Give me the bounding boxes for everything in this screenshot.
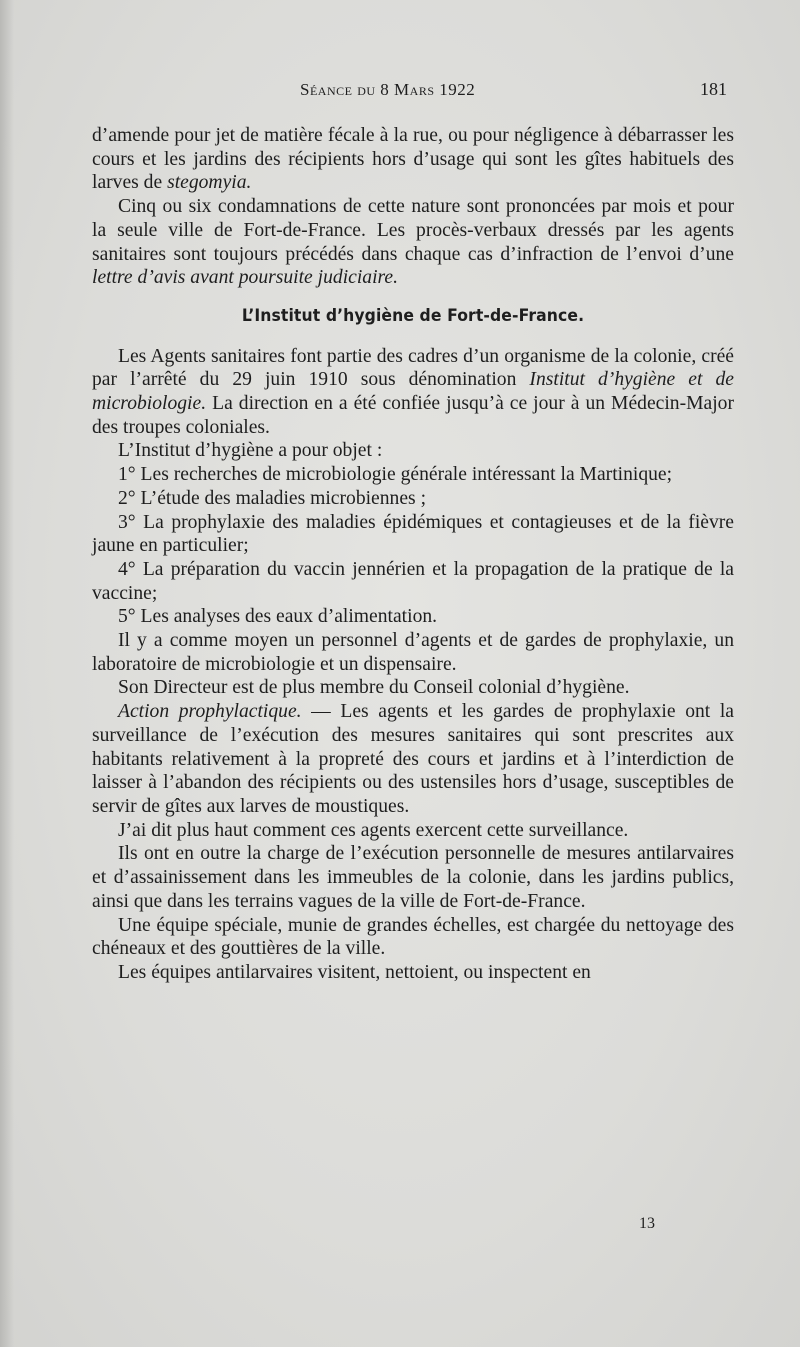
paragraph: Il y a comme moyen un personnel d’agents et de gardes de prophylaxie, un laboratoire de microbiologie et un dispensaire. bbox=[92, 630, 734, 675]
page-number: 181 bbox=[700, 79, 727, 99]
paragraph: Cinq ou six condamnations de cette nature sont prononcées par mois et pour la seule ville de Fort-de-France. Les procès-verbaux dressés par les agents sanitaires sont toujours précédés dans chaque cas d’infraction de l’envoi d’une lettre d’avis avant poursuite judiciaire. bbox=[92, 196, 734, 289]
list-item: 1° Les recherches de microbiologie générale intéressant la Martinique; bbox=[118, 464, 673, 486]
binding-shadow bbox=[0, 0, 14, 1347]
paragraph: Ils ont en outre la charge de l’exécution personnelle de mesures antilarvaires et d’assainissement dans les immeubles de la colonie, dans les jardins publics, ainsi que dans les terrains vagues de la ville de Fort-de-France. bbox=[92, 843, 734, 912]
running-head: Séance du 8 Mars 1922 bbox=[300, 80, 476, 99]
paragraph: Action prophylactique. — Les agents et les gardes de prophylaxie ont la surveillance de l’exécution des mesures sanitaires qui sont prescrites aux habitants relativement à la propreté des cours et jardins et à l’interdiction de laisser à l’abandon des récipients ou des ustensiles hors d’usage, susceptibles de servir de gîtes aux larves de moustiques. bbox=[92, 701, 734, 817]
list-item: 5° Les analyses des eaux d’alimentation. bbox=[118, 606, 438, 628]
paragraph: Les Agents sanitaires font partie des cadres d’un organisme de la colonie, créé par l’arrêté du 29 juin 1910 sous dénomination Institut d’hygiène et de microbiologie. La direction en a été confiée jusqu’à ce jour à un Médecin-Major des troupes coloniales. bbox=[92, 345, 734, 438]
italic-phrase: lettre d’avis avant poursuite judiciaire. bbox=[92, 267, 399, 289]
list-item: 2° L’étude des maladies microbiennes ; bbox=[118, 487, 427, 509]
paragraph: d’amende pour jet de matière fécale à la rue, ou pour négligence à débarrasser les cours et les jardins des récipients hors d’usage qui sont les gîtes habituels des larves de stegomyia. bbox=[92, 125, 734, 194]
italic-institute-name: Institut d’hygiène et de microbiologie. bbox=[92, 369, 734, 415]
list-item: 4° La préparation du vaccin jennérien et la propagation de la pratique de la vaccine; bbox=[92, 558, 734, 604]
italic-term: stegomyia. bbox=[167, 172, 252, 194]
body-text bbox=[92, 124, 734, 985]
paragraph: Les équipes antilarvaires visitent, nettoient, ou inspectent en bbox=[118, 961, 591, 983]
paragraph: Son Directeur est de plus membre du Conseil colonial d’hygiène. bbox=[118, 677, 630, 699]
paragraph: L’Institut d’hygiène a pour objet : bbox=[118, 440, 383, 462]
paragraph: Une équipe spéciale, munie de grandes échelles, est chargée du nettoyage des chéneaux et des gouttières de la ville. bbox=[92, 914, 734, 960]
italic-subheading: Action prophylactique. bbox=[118, 701, 302, 723]
list-item: 3° La prophylaxie des maladies épidémiques et contagieuses et de la fièvre jaune en particulier; bbox=[92, 511, 734, 557]
section-heading: L’Institut d’hygiène de Fort-de-France. bbox=[241, 305, 585, 326]
signature-mark: 13 bbox=[639, 1215, 655, 1232]
paragraph: J’ai dit plus haut comment ces agents exercent cette surveillance. bbox=[118, 819, 629, 841]
